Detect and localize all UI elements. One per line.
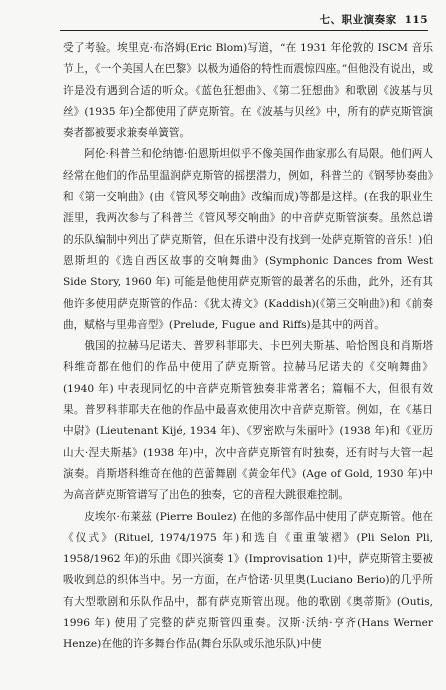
paragraph-1: 受了考验。埃里克·布洛姆(Eric Blom)写道，“在 1931 年伦敦的 ISCM 音乐节上，《一个美国人在巴黎》以极为通俗的特性而震惊四座。”但他没有说出，或许是没有遇到合适的听众。《蓝色狂想曲》、《第二狂想曲》和歌剧《波基与贝丝》(1935 年)全都使用了萨克斯管。在《波基与贝丝》中，所有的萨克斯管演奏者都被要求兼奏单簧管。	[63, 42, 433, 140]
paragraph-3: 俄国的拉赫马尼诺夫、普罗科菲耶夫、卡巴列夫斯基、哈恰图良和肖斯塔科维奇都在他们的作品中使用了萨克斯管。拉赫马尼诺夫的《交响舞曲》(1940 年) 中表现同忆的中音萨克斯管独奏非常著名；篇幅不大，但很有效果。普罗科菲耶夫在他的作品中最喜欢使用次中音萨克斯管。例如，在《基日中尉》(Lieutenant Kijé, 1934 年)、《罗密欧与朱丽叶》(1938 年)和《亚历山大·涅夫斯基》(1938 年)中，次中音萨克斯管有时独奏，还有时与大管一起演奏。肖斯塔科维奇在他的芭蕾舞剧《黄金年代》(Age of Gold, 1930 年)中为高音萨克斯管谱写了出色的独奏，它的音程大跳很难控制。	[63, 340, 433, 502]
running-header	[320, 12, 428, 27]
paragraph-4: 皮埃尔·布莱兹 (Pierre Boulez) 在他的多部作品中使用了萨克斯管。他在《仪式》(Rituel, 1974/1975 年)和选自《重重皱褶》(Pli Selon Pli, 1958/1962 年)的乐曲《即兴演奏 1》(Improvisation 1)中，萨克斯管主要被吸收到总的织体当中。另一方面，在卢恰诺·贝里奥(Luciano Berio)的几乎所有大型歌剧和乐队作品中，都有萨克斯管出现。他的歌剧《奥蒂斯》(Outis, 1996 年) 使用了完整的萨克斯管四重奏。汉斯·沃纳·亨齐(Hans Werner Henze)在他的许多舞台作品(舞台乐队或乐池乐队)中使	[63, 510, 433, 651]
header-rule	[60, 30, 428, 31]
page-number: 115	[404, 14, 428, 26]
paragraph-2: 阿伦·科普兰和伦纳德·伯恩斯坦似乎不像美国作曲家那么有局限。他们两人经常在他们的作品里温润萨克斯管的摇摆潜力，例如，科普兰的《钢琴协奏曲》和《第一交响曲》(由《管风琴交响曲》改编而成)等都是这样。(在我的职业生涯里，我两次参与了科普兰《管风琴交响曲》的中音萨克斯管演奏。虽然总谱的乐队编制中列出了萨克斯管，但在乐谱中没有找到一处萨克斯管的音乐！)伯恩斯坦的《选自西区故事的交响舞曲》(Symphonic Dances from West Side Story, 1960 年) 可能是他使用萨克斯管的最著名的乐曲，此外，还有其他许多使用萨克斯管的作品：《犹太祷文》(Kaddish)(《第三交响曲》)和《前奏曲，赋格与里弗音型》(Prelude, Fugue and Riffs)是其中的两首。	[63, 148, 433, 331]
body-text	[63, 38, 433, 656]
chapter-title: 七、职业演奏家	[319, 14, 397, 26]
